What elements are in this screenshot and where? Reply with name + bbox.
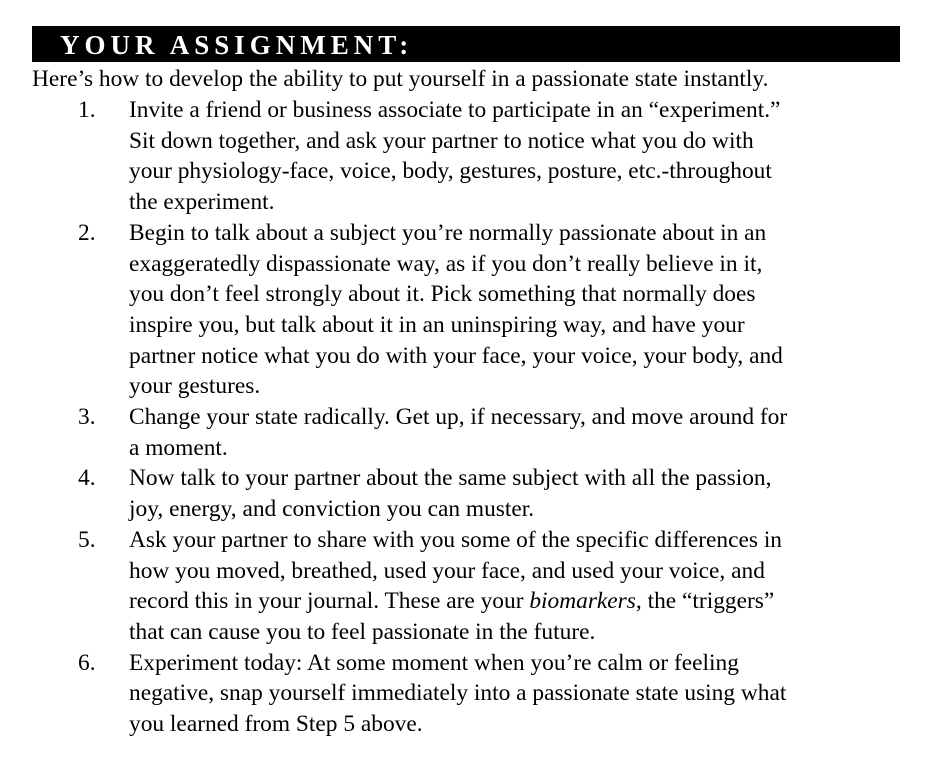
step-number: 4. — [78, 465, 96, 492]
step-item-2 — [78, 218, 787, 402]
biomarkers-emphasis: biomarkers — [529, 588, 636, 615]
assignment-title: YOUR ASSIGNMENT: — [60, 30, 414, 60]
assignment-header-bar — [32, 26, 900, 62]
steps-list — [78, 95, 787, 740]
step-number: 2. — [78, 219, 96, 246]
step-line: that can cause you to feel passionate in the future. — [129, 618, 596, 645]
step-line: your physiology-face, voice, body, gestures, posture, etc.-throughout — [129, 158, 772, 185]
step-line: how you moved, breathed, used your face, and used your voice, and — [129, 557, 765, 584]
step-line: negative, snap yourself immediately into a passionate state using what — [129, 680, 787, 707]
step-line: you learned from Step 5 above. — [129, 711, 423, 738]
step-item-4 — [78, 463, 787, 524]
step-line-biomarkers — [129, 586, 787, 617]
step-number: 6. — [78, 649, 96, 676]
step-number: 5. — [78, 526, 96, 553]
step-line-text: record this in your journal. These are your — [129, 588, 530, 615]
step-line: exaggeratedly dispassionate way, as if you don’t really believe in it, — [129, 250, 763, 277]
step-line: Change your state radically. Get up, if necessary, and move around for — [129, 404, 788, 431]
step-line: Ask your partner to share with you some of the specific differences in — [129, 526, 783, 553]
step-line: the experiment. — [129, 189, 275, 216]
step-item-1 — [78, 95, 787, 218]
step-line: joy, energy, and conviction you can muster. — [129, 496, 535, 523]
step-line: Begin to talk about a subject you’re normally passionate about in an — [129, 219, 767, 246]
step-line: you don’t feel strongly about it. Pick something that normally does — [129, 281, 756, 308]
step-line: Sit down together, and ask your partner to notice what you do with — [129, 127, 754, 154]
step-line: a moment. — [129, 434, 228, 461]
step-line: Experiment today: At some moment when you’re calm or feeling — [129, 649, 739, 676]
intro-text: Here’s how to develop the ability to put yourself in a passionate state instantly. — [32, 66, 769, 92]
step-item-6 — [78, 648, 787, 740]
step-number: 1. — [78, 97, 96, 123]
step-line: partner notice what you do with your face, your voice, your body, and — [129, 342, 783, 369]
step-line: Invite a friend or business associate to participate in an “experiment.” — [129, 97, 781, 123]
step-line: inspire you, but talk about it in an uninspiring way, and have your — [129, 311, 745, 338]
step-line: your gestures. — [129, 373, 261, 400]
step-item-3 — [78, 402, 787, 463]
step-line-text: , the “triggers” — [635, 588, 775, 615]
step-item-5 — [78, 525, 787, 648]
step-line: Now talk to your partner about the same subject with all the passion, — [129, 465, 772, 492]
step-number: 3. — [78, 404, 96, 431]
